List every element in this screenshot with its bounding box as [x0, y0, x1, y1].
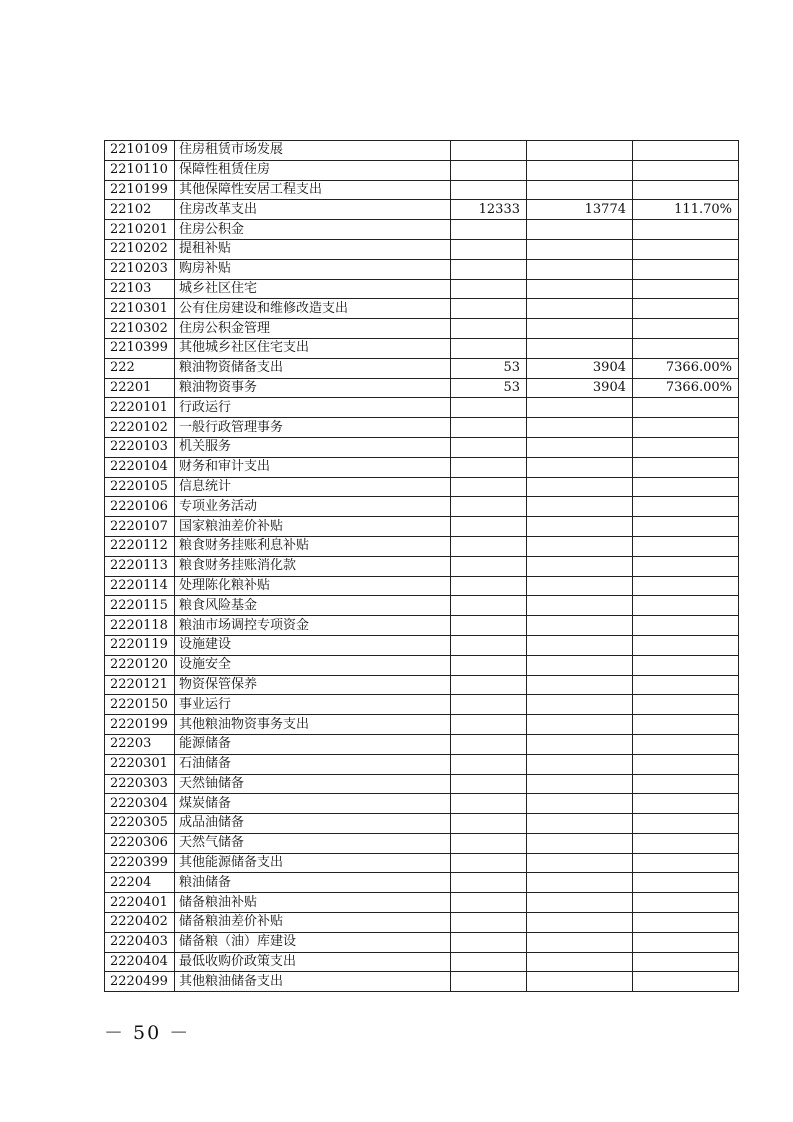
account-code-cell: 2220304	[105, 794, 175, 814]
value-cell-2	[527, 259, 633, 279]
ratio-cell	[633, 299, 739, 319]
account-code-cell: 2220104	[105, 457, 175, 477]
account-name-cell: 一般行政管理事务	[175, 418, 451, 438]
value-cell-2	[527, 616, 633, 636]
account-name-cell: 处理陈化粮补贴	[175, 576, 451, 596]
value-cell-1	[451, 853, 527, 873]
value-cell-1	[451, 536, 527, 556]
table-row	[105, 616, 739, 636]
ratio-cell	[633, 635, 739, 655]
value-cell-1	[451, 299, 527, 319]
account-name-cell: 粮油物资储备支出	[175, 358, 451, 378]
ratio-cell	[633, 418, 739, 438]
value-cell-1	[451, 774, 527, 794]
account-code-cell: 2220199	[105, 715, 175, 735]
account-code-cell: 2220121	[105, 675, 175, 695]
account-code-cell: 2220101	[105, 398, 175, 418]
value-cell-2	[527, 418, 633, 438]
account-name-cell: 公有住房建设和维修改造支出	[175, 299, 451, 319]
ratio-cell	[633, 457, 739, 477]
value-cell-2	[527, 180, 633, 200]
value-cell-1	[451, 556, 527, 576]
value-cell-2	[527, 715, 633, 735]
account-code-cell: 2220403	[105, 932, 175, 952]
value-cell-2	[527, 279, 633, 299]
value-cell-2	[527, 556, 633, 576]
value-cell-2	[527, 794, 633, 814]
account-name-cell: 提租补贴	[175, 239, 451, 259]
value-cell-1	[451, 833, 527, 853]
account-name-cell: 粮油市场调控专项资金	[175, 616, 451, 636]
value-cell-1	[451, 873, 527, 893]
value-cell-2	[527, 220, 633, 240]
account-code-cell: 2220115	[105, 596, 175, 616]
account-name-cell: 设施安全	[175, 655, 451, 675]
table-row	[105, 160, 739, 180]
account-code-cell: 222	[105, 358, 175, 378]
account-code-cell: 2210203	[105, 259, 175, 279]
account-name-cell: 粮油物资事务	[175, 378, 451, 398]
value-cell-2	[527, 972, 633, 992]
account-code-cell: 22201	[105, 378, 175, 398]
account-name-cell: 能源储备	[175, 734, 451, 754]
ratio-cell	[633, 774, 739, 794]
account-code-cell: 2220119	[105, 635, 175, 655]
table-row	[105, 695, 739, 715]
ratio-cell	[633, 319, 739, 339]
value-cell-2	[527, 437, 633, 457]
value-cell-2	[527, 497, 633, 517]
account-code-cell: 2210109	[105, 141, 175, 161]
ratio-cell	[633, 972, 739, 992]
account-code-cell: 2220401	[105, 893, 175, 913]
value-cell-1	[451, 220, 527, 240]
account-name-cell: 其他城乡社区住宅支出	[175, 338, 451, 358]
account-name-cell: 最低收购价政策支出	[175, 952, 451, 972]
ratio-cell	[633, 893, 739, 913]
value-cell-1	[451, 279, 527, 299]
account-code-cell: 2210199	[105, 180, 175, 200]
ratio-cell	[633, 814, 739, 834]
value-cell-2	[527, 695, 633, 715]
table-row	[105, 418, 739, 438]
value-cell-2	[527, 576, 633, 596]
ratio-cell	[633, 655, 739, 675]
value-cell-1	[451, 160, 527, 180]
account-name-cell: 住房公积金管理	[175, 319, 451, 339]
account-code-cell: 2220106	[105, 497, 175, 517]
account-name-cell: 事业运行	[175, 695, 451, 715]
account-name-cell: 机关服务	[175, 437, 451, 457]
table-row	[105, 497, 739, 517]
table-row	[105, 576, 739, 596]
table-row	[105, 259, 739, 279]
budget-table	[104, 140, 739, 992]
value-cell-2	[527, 457, 633, 477]
ratio-cell	[633, 794, 739, 814]
value-cell-1	[451, 616, 527, 636]
value-cell-2: 13774	[527, 200, 633, 220]
table-row	[105, 437, 739, 457]
table-row	[105, 972, 739, 992]
account-name-cell: 保障性租赁住房	[175, 160, 451, 180]
value-cell-1	[451, 675, 527, 695]
table-row	[105, 774, 739, 794]
ratio-cell	[633, 141, 739, 161]
account-name-cell: 城乡社区住宅	[175, 279, 451, 299]
account-code-cell: 2220402	[105, 913, 175, 933]
ratio-cell	[633, 576, 739, 596]
value-cell-2	[527, 299, 633, 319]
value-cell-1	[451, 398, 527, 418]
account-name-cell: 住房租赁市场发展	[175, 141, 451, 161]
table-row	[105, 913, 739, 933]
account-code-cell: 2220118	[105, 616, 175, 636]
value-cell-1: 12333	[451, 200, 527, 220]
ratio-cell	[633, 715, 739, 735]
account-name-cell: 住房公积金	[175, 220, 451, 240]
ratio-cell	[633, 616, 739, 636]
value-cell-2	[527, 893, 633, 913]
account-name-cell: 粮食风险基金	[175, 596, 451, 616]
value-cell-2	[527, 319, 633, 339]
value-cell-1	[451, 695, 527, 715]
value-cell-1	[451, 893, 527, 913]
ratio-cell	[633, 180, 739, 200]
ratio-cell	[633, 596, 739, 616]
ratio-cell	[633, 517, 739, 537]
value-cell-2	[527, 398, 633, 418]
table-row	[105, 200, 739, 220]
value-cell-1	[451, 239, 527, 259]
value-cell-2	[527, 635, 633, 655]
table-row	[105, 358, 739, 378]
account-name-cell: 煤炭储备	[175, 794, 451, 814]
account-code-cell: 2210399	[105, 338, 175, 358]
ratio-cell	[633, 497, 739, 517]
account-code-cell: 2220399	[105, 853, 175, 873]
account-name-cell: 储备粮油补贴	[175, 893, 451, 913]
value-cell-1	[451, 972, 527, 992]
ratio-cell	[633, 695, 739, 715]
account-name-cell: 设施建设	[175, 635, 451, 655]
ratio-cell	[633, 913, 739, 933]
account-name-cell: 成品油储备	[175, 814, 451, 834]
account-name-cell: 财务和审计支出	[175, 457, 451, 477]
account-code-cell: 2220103	[105, 437, 175, 457]
account-code-cell: 2220105	[105, 477, 175, 497]
value-cell-1	[451, 932, 527, 952]
account-name-cell: 购房补贴	[175, 259, 451, 279]
account-code-cell: 2220150	[105, 695, 175, 715]
account-code-cell: 2220306	[105, 833, 175, 853]
table-row	[105, 180, 739, 200]
account-name-cell: 行政运行	[175, 398, 451, 418]
ratio-cell	[633, 437, 739, 457]
account-name-cell: 专项业务活动	[175, 497, 451, 517]
account-name-cell: 粮食财务挂账消化款	[175, 556, 451, 576]
account-code-cell: 2210301	[105, 299, 175, 319]
account-code-cell: 2220114	[105, 576, 175, 596]
account-code-cell: 2220305	[105, 814, 175, 834]
value-cell-2	[527, 477, 633, 497]
value-cell-1	[451, 141, 527, 161]
value-cell-2	[527, 160, 633, 180]
value-cell-2	[527, 141, 633, 161]
account-name-cell: 粮食财务挂账利息补贴	[175, 536, 451, 556]
account-name-cell: 天然气储备	[175, 833, 451, 853]
account-code-cell: 2220113	[105, 556, 175, 576]
table-row	[105, 715, 739, 735]
value-cell-2	[527, 675, 633, 695]
account-code-cell: 2220303	[105, 774, 175, 794]
value-cell-1: 53	[451, 358, 527, 378]
account-code-cell: 2220499	[105, 972, 175, 992]
table-row	[105, 596, 739, 616]
account-code-cell: 22203	[105, 734, 175, 754]
account-code-cell: 22102	[105, 200, 175, 220]
ratio-cell	[633, 259, 739, 279]
ratio-cell	[633, 675, 739, 695]
ratio-cell	[633, 239, 739, 259]
value-cell-1	[451, 794, 527, 814]
account-name-cell: 其他保障性安居工程支出	[175, 180, 451, 200]
value-cell-1	[451, 497, 527, 517]
ratio-cell	[633, 873, 739, 893]
value-cell-1	[451, 437, 527, 457]
value-cell-1	[451, 338, 527, 358]
account-code-cell: 2220301	[105, 754, 175, 774]
table-row	[105, 220, 739, 240]
account-code-cell: 2210302	[105, 319, 175, 339]
account-name-cell: 其他粮油储备支出	[175, 972, 451, 992]
table-row	[105, 893, 739, 913]
table-row	[105, 655, 739, 675]
account-code-cell: 2210201	[105, 220, 175, 240]
ratio-cell: 111.70%	[633, 200, 739, 220]
ratio-cell	[633, 279, 739, 299]
value-cell-1	[451, 635, 527, 655]
ratio-cell	[633, 338, 739, 358]
account-name-cell: 其他粮油物资事务支出	[175, 715, 451, 735]
table-row	[105, 833, 739, 853]
account-name-cell: 物资保管保养	[175, 675, 451, 695]
value-cell-2	[527, 774, 633, 794]
ratio-cell	[633, 556, 739, 576]
table-row	[105, 477, 739, 497]
account-code-cell: 2220112	[105, 536, 175, 556]
ratio-cell	[633, 160, 739, 180]
value-cell-2	[527, 734, 633, 754]
table-row	[105, 814, 739, 834]
table-row	[105, 853, 739, 873]
value-cell-2	[527, 873, 633, 893]
account-code-cell: 22204	[105, 873, 175, 893]
account-name-cell: 储备粮（油）库建设	[175, 932, 451, 952]
account-code-cell: 2220120	[105, 655, 175, 675]
page-number: － 50 －	[104, 1022, 191, 1044]
value-cell-1	[451, 576, 527, 596]
account-name-cell: 天然铀储备	[175, 774, 451, 794]
value-cell-1	[451, 814, 527, 834]
account-name-cell: 住房改革支出	[175, 200, 451, 220]
value-cell-2	[527, 814, 633, 834]
value-cell-1	[451, 655, 527, 675]
value-cell-2	[527, 853, 633, 873]
value-cell-2	[527, 338, 633, 358]
table-body	[105, 141, 739, 992]
value-cell-1	[451, 754, 527, 774]
account-name-cell: 国家粮油差价补贴	[175, 517, 451, 537]
account-code-cell: 2220107	[105, 517, 175, 537]
ratio-cell	[633, 833, 739, 853]
table-row	[105, 239, 739, 259]
ratio-cell	[633, 853, 739, 873]
ratio-cell: 7366.00%	[633, 378, 739, 398]
account-code-cell: 2220102	[105, 418, 175, 438]
table-row	[105, 338, 739, 358]
table-row	[105, 952, 739, 972]
table-row	[105, 319, 739, 339]
value-cell-1	[451, 457, 527, 477]
value-cell-2	[527, 239, 633, 259]
table-row	[105, 794, 739, 814]
table-row	[105, 517, 739, 537]
ratio-cell	[633, 220, 739, 240]
value-cell-1: 53	[451, 378, 527, 398]
value-cell-1	[451, 418, 527, 438]
table-row	[105, 378, 739, 398]
table-row	[105, 754, 739, 774]
ratio-cell	[633, 734, 739, 754]
value-cell-2	[527, 536, 633, 556]
value-cell-2	[527, 655, 633, 675]
value-cell-2: 3904	[527, 378, 633, 398]
value-cell-2	[527, 833, 633, 853]
table-row	[105, 299, 739, 319]
value-cell-1	[451, 734, 527, 754]
table-row	[105, 932, 739, 952]
account-name-cell: 信息统计	[175, 477, 451, 497]
value-cell-2	[527, 596, 633, 616]
table-row	[105, 279, 739, 299]
table-row	[105, 398, 739, 418]
ratio-cell	[633, 477, 739, 497]
value-cell-1	[451, 596, 527, 616]
value-cell-2	[527, 517, 633, 537]
account-code-cell: 2210202	[105, 239, 175, 259]
value-cell-2	[527, 754, 633, 774]
ratio-cell	[633, 536, 739, 556]
value-cell-1	[451, 180, 527, 200]
value-cell-1	[451, 259, 527, 279]
table-row	[105, 635, 739, 655]
table-row	[105, 873, 739, 893]
table-row	[105, 536, 739, 556]
value-cell-1	[451, 952, 527, 972]
table-row	[105, 457, 739, 477]
value-cell-1	[451, 913, 527, 933]
value-cell-1	[451, 319, 527, 339]
account-code-cell: 2210110	[105, 160, 175, 180]
value-cell-2	[527, 913, 633, 933]
ratio-cell	[633, 932, 739, 952]
account-code-cell: 22103	[105, 279, 175, 299]
account-code-cell: 2220404	[105, 952, 175, 972]
value-cell-1	[451, 477, 527, 497]
value-cell-2: 3904	[527, 358, 633, 378]
account-name-cell: 储备粮油差价补贴	[175, 913, 451, 933]
ratio-cell	[633, 952, 739, 972]
account-name-cell: 其他能源储备支出	[175, 853, 451, 873]
table-row	[105, 556, 739, 576]
value-cell-2	[527, 952, 633, 972]
table-row	[105, 141, 739, 161]
account-name-cell: 石油储备	[175, 754, 451, 774]
value-cell-1	[451, 517, 527, 537]
ratio-cell	[633, 754, 739, 774]
ratio-cell: 7366.00%	[633, 358, 739, 378]
ratio-cell	[633, 398, 739, 418]
table-row	[105, 734, 739, 754]
value-cell-2	[527, 932, 633, 952]
value-cell-1	[451, 715, 527, 735]
table-row	[105, 675, 739, 695]
account-name-cell: 粮油储备	[175, 873, 451, 893]
